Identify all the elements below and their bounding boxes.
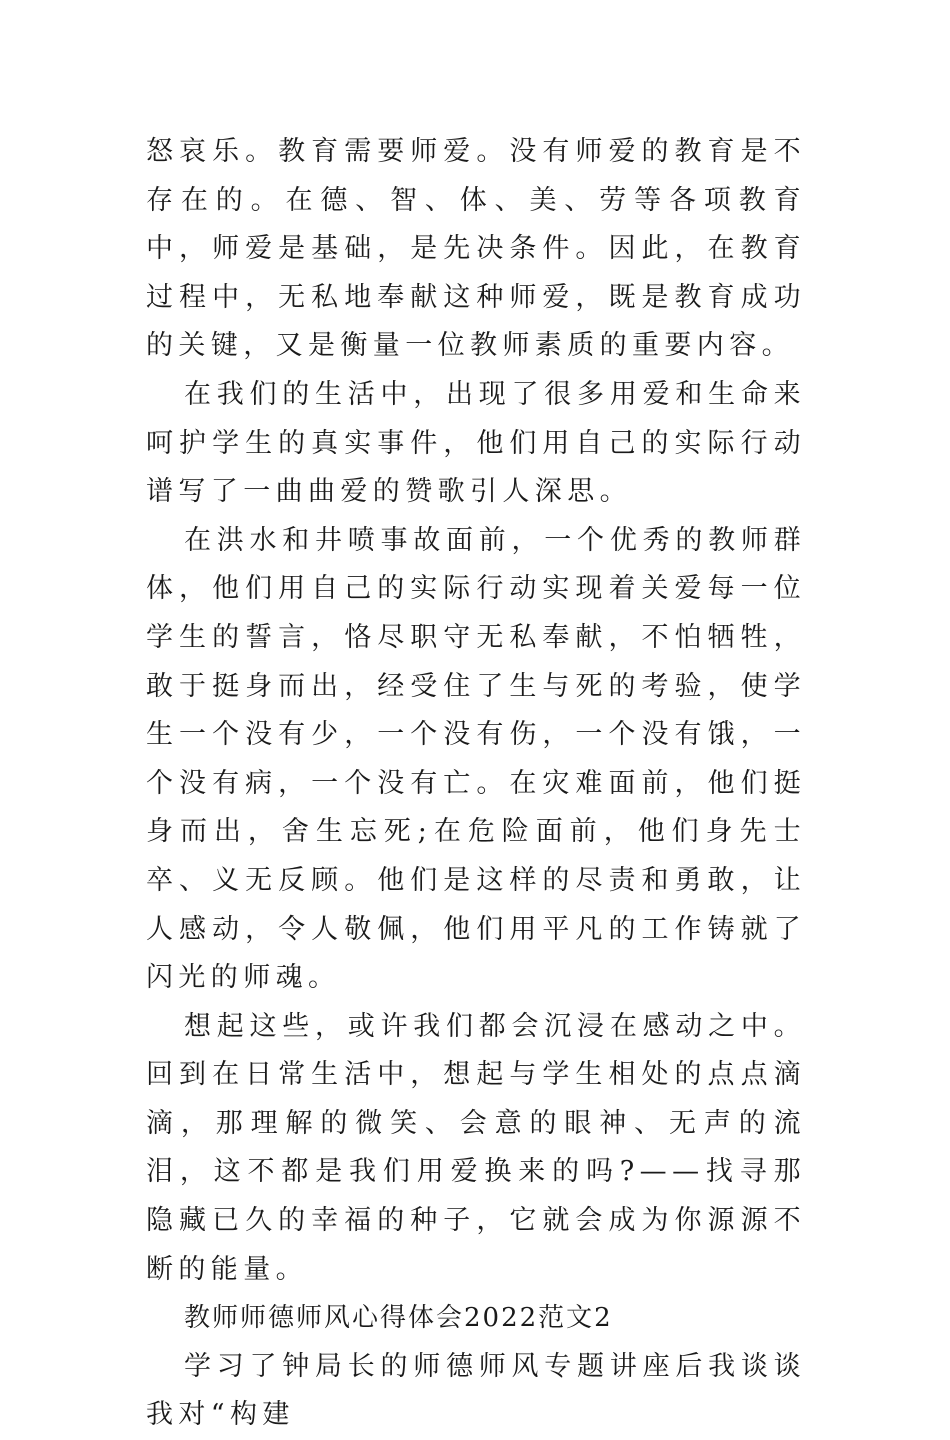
paragraph-3: 在洪水和井喷事故面前，一个优秀的教师群体，他们用自己的实际行动实现着关爱每一位学生的誓言，恪尽职守无私奉献，不怕牺牲，敢于挺身而出，经受住了生与死的考验，使学生一个没有少，一个没有伤，一个没有饿，一个没有病，一个没有亡。在灾难面前，他们挺身而出，舍生忘死;在危险面前，他们身先士卒、义无反顾。他们是这样的尽责和勇敢，让人感动，令人敬佩，他们用平凡的工作铸就了闪光的师魂。 xyxy=(146,524,806,994)
document-body xyxy=(146,128,806,1440)
paragraph-1: 怒哀乐。教育需要师爱。没有师爱的教育是不存在的。在德、智、体、美、劳等各项教育中，师爱是基础，是先决条件。因此，在教育过程中，无私地奉献这种师爱，既是教育成功的关键，又是衡量一位教师素质的重要内容。 xyxy=(146,136,806,362)
paragraph-5: 学习了钟局长的师德师风专题讲座后我谈谈我对“构建 xyxy=(146,1350,806,1431)
section-heading: 教师师德师风心得体会2022范文2 xyxy=(184,1303,613,1334)
paragraph-2: 在我们的生活中，出现了很多用爱和生命来呵护学生的真实事件，他们用自己的实际行动谱写了一曲曲爱的赞歌引人深思。 xyxy=(146,378,806,508)
paragraph-4: 想起这些，或许我们都会沉浸在感动之中。回到在日常生活中，想起与学生相处的点点滴滴，那理解的微笑、会意的眼神、无声的流泪，这不都是我们用爱换来的吗?——找寻那隐藏已久的幸福的种子，它就会成为你源源不断的能量。 xyxy=(146,1010,806,1285)
